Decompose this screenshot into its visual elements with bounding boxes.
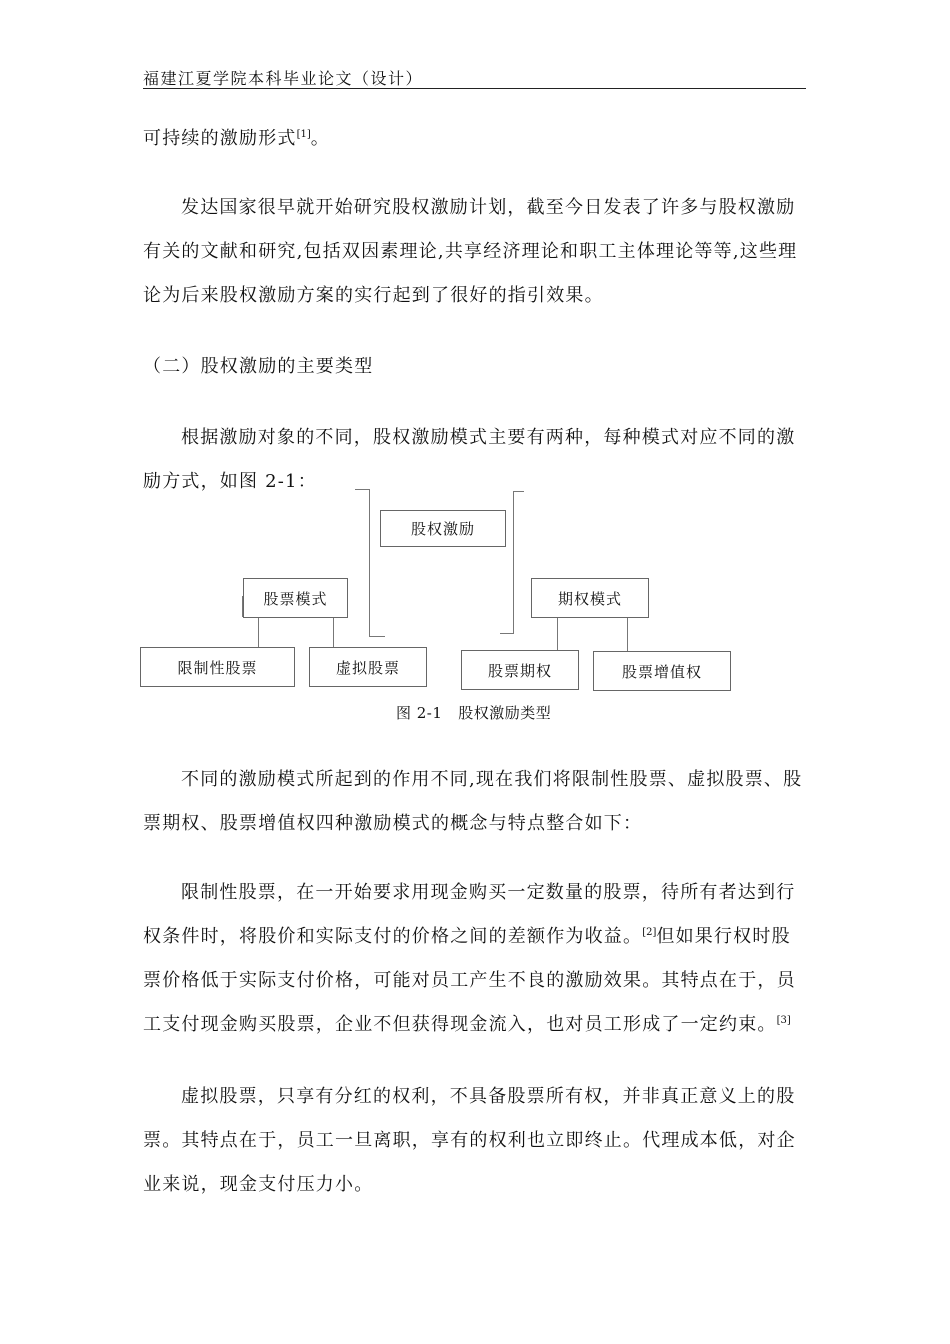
paragraph-4: 不同的激励模式所起到的作用不同,现在我们将限制性股票、虚拟股票、股票期权、股票增值权四种激励模式的概念与特点整合如下： <box>143 769 803 834</box>
paragraph-1-end: 。 <box>310 128 330 149</box>
leaf-label-stock-options: 股票期权 <box>487 661 552 680</box>
root-node-box <box>380 510 506 547</box>
connector-line <box>355 489 370 490</box>
right-mode-label: 期权模式 <box>557 589 622 608</box>
paragraph-6: 虚拟股票，只享有分红的权利，不具备股票所有权，并非真正意义上的股票。其特点在于，员工一旦离职，享有的权利也立即终止。代理成本低，对企业来说，现金支付压力小。 <box>143 1086 796 1195</box>
leaf-label-phantom-stock: 虚拟股票 <box>335 658 400 677</box>
connector-line <box>513 491 514 634</box>
left-mode-label: 股票模式 <box>263 589 328 608</box>
paragraph-3: 根据激励对象的不同，股权激励模式主要有两种，每种模式对应不同的激励方式，如图 2-1： <box>143 427 796 492</box>
root-node-label: 股权激励 <box>410 520 475 538</box>
leaf-box-restricted-stock <box>140 647 295 687</box>
page-header: 福建江夏学院本科毕业论文（设计） <box>143 69 424 88</box>
leaf-box-stock-options <box>461 650 579 690</box>
citation-3: [3] <box>776 1015 791 1026</box>
paragraph-5 <box>143 871 806 1047</box>
leaf-label-sar: 股票增值权 <box>621 662 702 681</box>
paragraph-1 <box>143 117 806 161</box>
connector-line <box>369 636 385 637</box>
paragraph-5-text-a: 限制性股票，在一开始要求用现金购买一定数量的股票，待所有者达到行权条件时，将股价和实际支付的价格之间的差额作为收益。 <box>143 882 796 947</box>
header-rule <box>143 88 806 89</box>
leaf-box-sar <box>593 651 731 691</box>
paragraph-1-text: 可持续的激励形式 <box>143 128 297 149</box>
leaf-label-restricted-stock: 限制性股票 <box>177 658 258 677</box>
section-heading: （二）股权激励的主要类型 <box>143 356 374 377</box>
paragraph-2: 发达国家很早就开始研究股权激励计划，截至今日发表了许多与股权激励有关的文献和研究,包括双因素理论,共享经济理论和职工主体理论等等,这些理论为后来股权激励方案的实行起到了很好的指引效果。 <box>143 197 798 306</box>
left-mode-box <box>243 578 348 618</box>
citation-1: [1] <box>296 129 311 140</box>
paragraph-5-text-b: 但如果行权时股票价格低于实际支付价格，可能对员工产生不良的激励效果。其特点在于，员工支付现金购买股票，企业不但获得现金流入，也对员工形成了一定约束。 <box>143 926 796 1035</box>
connector-line <box>369 489 370 637</box>
leaf-box-phantom-stock <box>309 647 427 687</box>
right-mode-box <box>531 578 649 618</box>
connector-line <box>513 491 524 492</box>
citation-2: [2] <box>642 927 657 938</box>
connector-line <box>500 633 514 634</box>
figure-caption: 图 2-1 股权激励类型 <box>396 704 552 722</box>
